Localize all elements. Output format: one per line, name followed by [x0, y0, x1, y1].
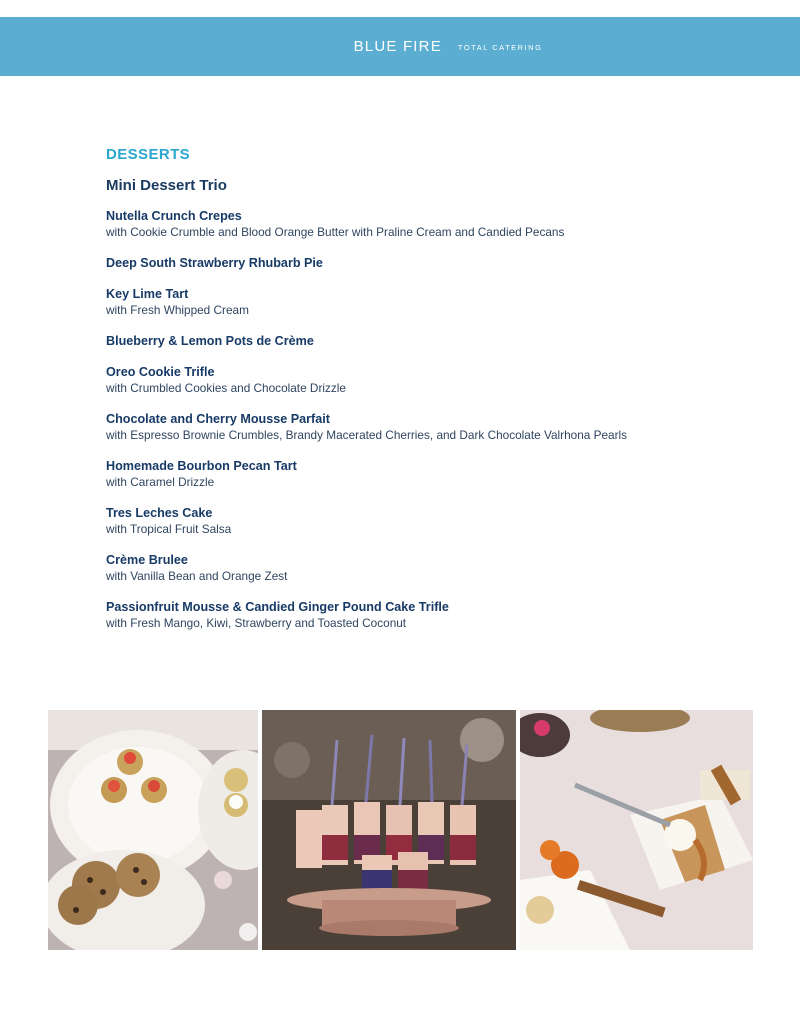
menu-item	[106, 255, 746, 271]
photo-parfait-cups	[262, 710, 516, 950]
item-name: Chocolate and Cherry Mousse Parfait	[106, 412, 330, 426]
menu-subtitle: Mini Dessert Trio	[106, 177, 227, 194]
item-description: with Vanilla Bean and Orange Zest	[106, 569, 288, 583]
menu-list	[106, 208, 746, 631]
item-description: with Caramel Drizzle	[106, 475, 215, 489]
brand-name: BLUE FIRE	[353, 38, 442, 55]
item-name: Tres Leches Cake	[106, 506, 213, 520]
item-name: Blueberry & Lemon Pots de Crème	[106, 334, 314, 348]
item-name: Nutella Crunch Crepes	[106, 209, 242, 223]
brand-tagline: TOTAL CATERING	[457, 42, 543, 52]
item-description: with Crumbled Cookies and Chocolate Drizzle	[106, 381, 346, 395]
item-name: Crème Brulee	[106, 553, 188, 567]
item-name: Key Lime Tart	[106, 287, 189, 301]
item-name: Deep South Strawberry Rhubarb Pie	[106, 256, 323, 270]
item-description: with Tropical Fruit Salsa	[106, 522, 232, 536]
item-name: Passionfruit Mousse & Candied Ginger Pound Cake Trifle	[106, 600, 449, 614]
menu-item	[106, 208, 746, 240]
menu-item	[106, 458, 746, 490]
item-description: with Fresh Whipped Cream	[106, 303, 249, 317]
menu-item	[106, 411, 746, 443]
item-description: with Cookie Crumble and Blood Orange Butter with Praline Cream and Candied Pecans	[106, 225, 565, 239]
section-title: DESSERTS	[106, 146, 191, 163]
header-bar	[0, 17, 800, 76]
item-name: Oreo Cookie Trifle	[106, 365, 215, 379]
dessert-menu	[106, 146, 746, 646]
photo-cookies-tarts	[48, 710, 258, 950]
menu-item	[106, 599, 746, 631]
menu-item	[106, 364, 746, 396]
item-description: with Fresh Mango, Kiwi, Strawberry and Toasted Coconut	[106, 616, 407, 630]
photo-dessert-platter	[520, 710, 753, 950]
item-description: with Espresso Brownie Crumbles, Brandy Macerated Cherries, and Dark Chocolate Valrhona Pearls	[106, 428, 628, 442]
item-name: Homemade Bourbon Pecan Tart	[106, 459, 297, 473]
menu-item	[106, 505, 746, 537]
menu-item	[106, 333, 746, 349]
photo-strip	[48, 710, 753, 950]
menu-item	[106, 286, 746, 318]
menu-item	[106, 552, 746, 584]
